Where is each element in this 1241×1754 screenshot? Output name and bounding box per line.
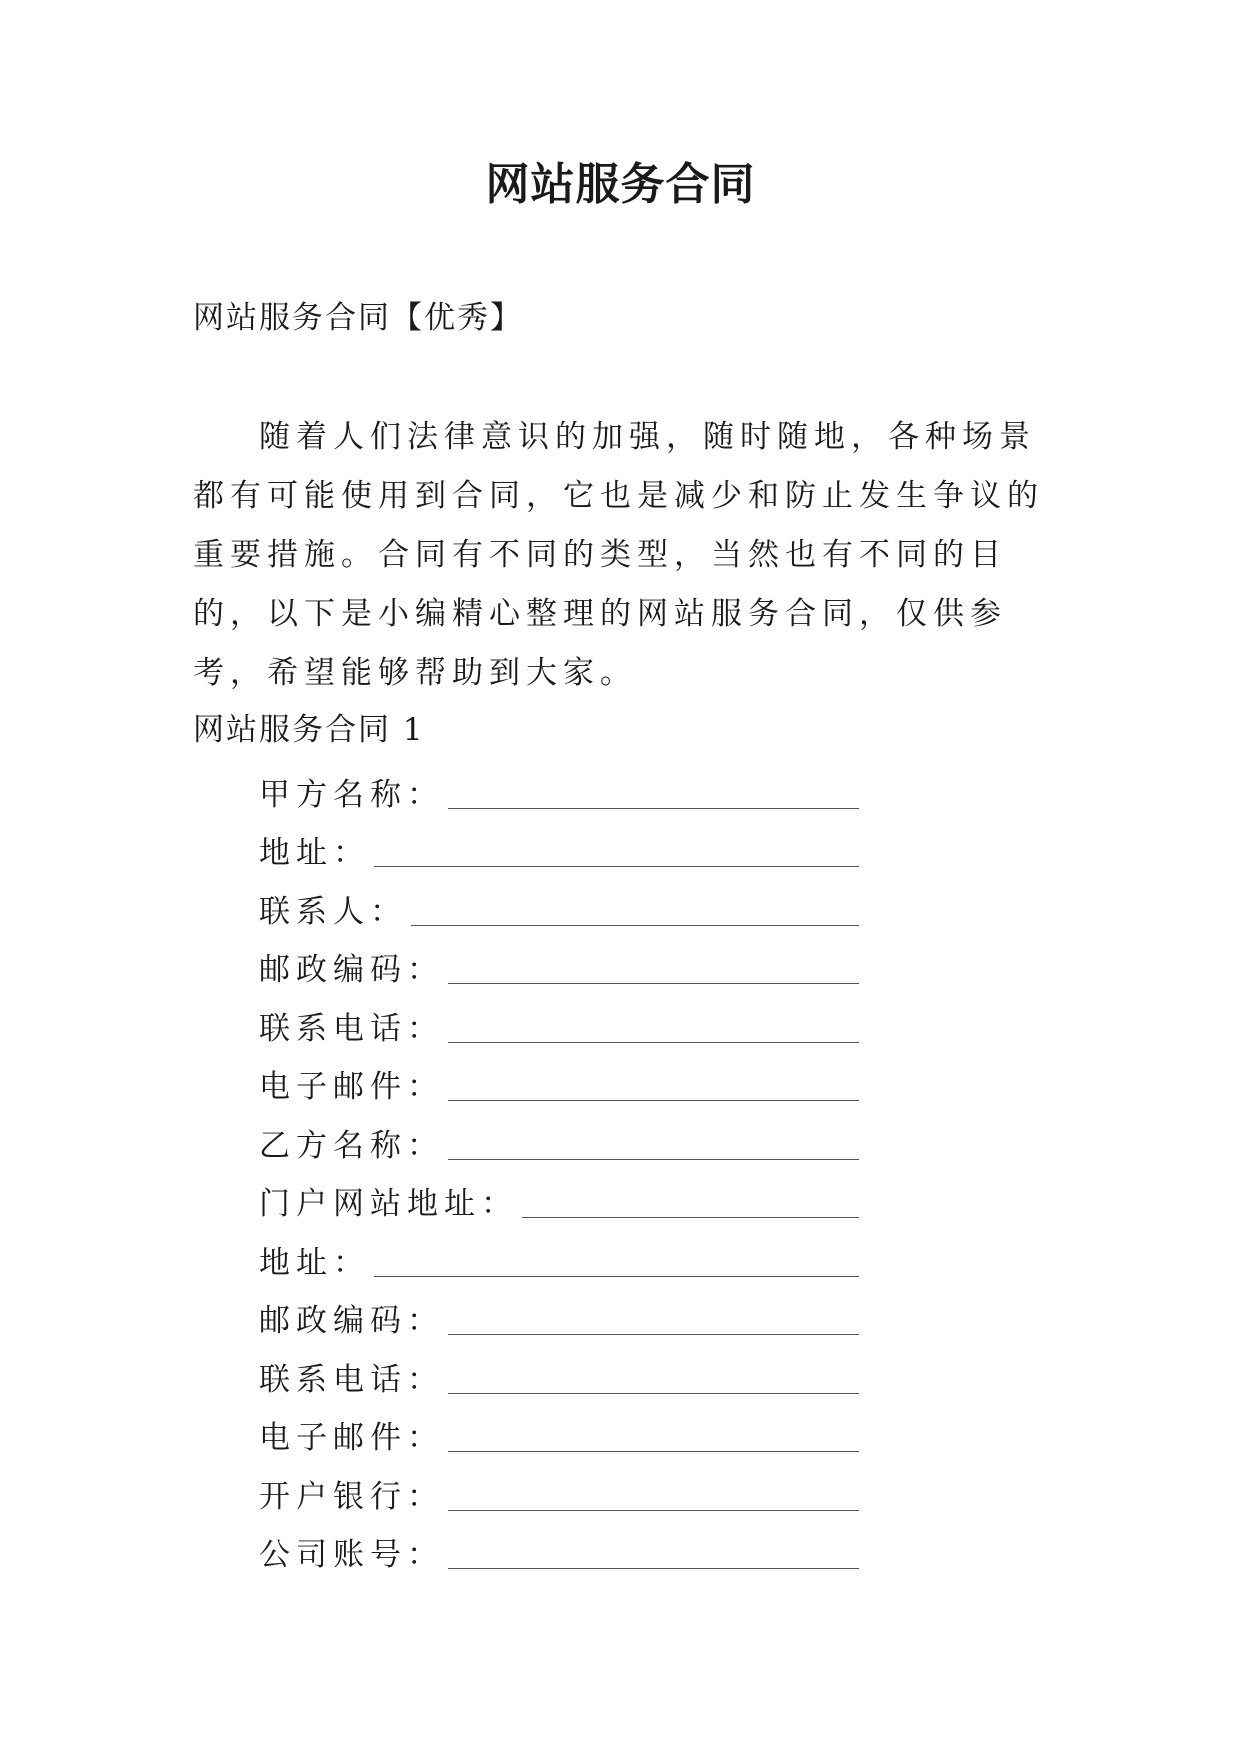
blank-line (448, 1012, 859, 1043)
field-party-b-phone (259, 1343, 859, 1402)
blank-line (522, 1187, 859, 1218)
field-label: 甲方名称： (259, 776, 444, 813)
field-label: 乙方名称： (259, 1127, 444, 1164)
field-label: 地址： (259, 1244, 370, 1281)
field-label: 邮政编码： (259, 1303, 444, 1339)
blank-line (448, 1480, 859, 1511)
field-party-b-email (259, 1402, 859, 1461)
field-party-b-bank (259, 1460, 859, 1519)
blank-line (448, 1070, 859, 1101)
field-party-a-postcode (259, 934, 859, 993)
blank-line (448, 778, 859, 809)
blank-line (448, 1421, 859, 1452)
field-party-a-phone (259, 992, 859, 1051)
field-party-b-account (259, 1519, 859, 1578)
field-label: 联系电话： (259, 1010, 444, 1047)
field-party-a-email (259, 1051, 859, 1110)
field-party-b-address (259, 1226, 859, 1285)
section-title: 网站服务合同 1 (193, 712, 425, 748)
field-label: 门户网站地址： (259, 1186, 518, 1222)
field-label: 公司账号： (259, 1537, 444, 1573)
blank-line (448, 953, 859, 984)
contract-fields (259, 758, 859, 1577)
field-label: 联系人： (259, 893, 407, 930)
field-label: 电子邮件： (259, 1420, 444, 1456)
blank-line (374, 836, 859, 867)
field-party-b-name (259, 1109, 859, 1168)
blank-line (448, 1538, 859, 1569)
document-subtitle: 网站服务合同【优秀】 (193, 300, 523, 336)
blank-line (448, 1304, 859, 1335)
document-title: 网站服务合同 (485, 159, 756, 210)
blank-line (448, 1129, 859, 1160)
field-label: 联系电话： (259, 1361, 444, 1398)
blank-line (374, 1246, 859, 1277)
field-label: 电子邮件： (259, 1069, 444, 1105)
field-party-a-address (259, 817, 859, 876)
field-party-b-portal-url (259, 1168, 859, 1227)
blank-line (448, 1363, 859, 1394)
field-label: 开户银行： (259, 1478, 444, 1515)
field-label: 邮政编码： (259, 952, 444, 988)
field-party-b-postcode (259, 1285, 859, 1344)
intro-paragraph: 随着人们法律意识的加强，随时随地，各种场景都有可能使用到合同，它也是减少和防止发生争议的重要措施。合同有不同的类型，当然也有不同的目的，以下是小编精心整理的网站服务合同，仅供参考，希望能够帮助到大家。 (193, 419, 1044, 691)
field-party-a-name (259, 758, 859, 817)
field-party-a-contact (259, 875, 859, 934)
blank-line (411, 895, 859, 926)
field-label: 地址： (259, 835, 370, 871)
